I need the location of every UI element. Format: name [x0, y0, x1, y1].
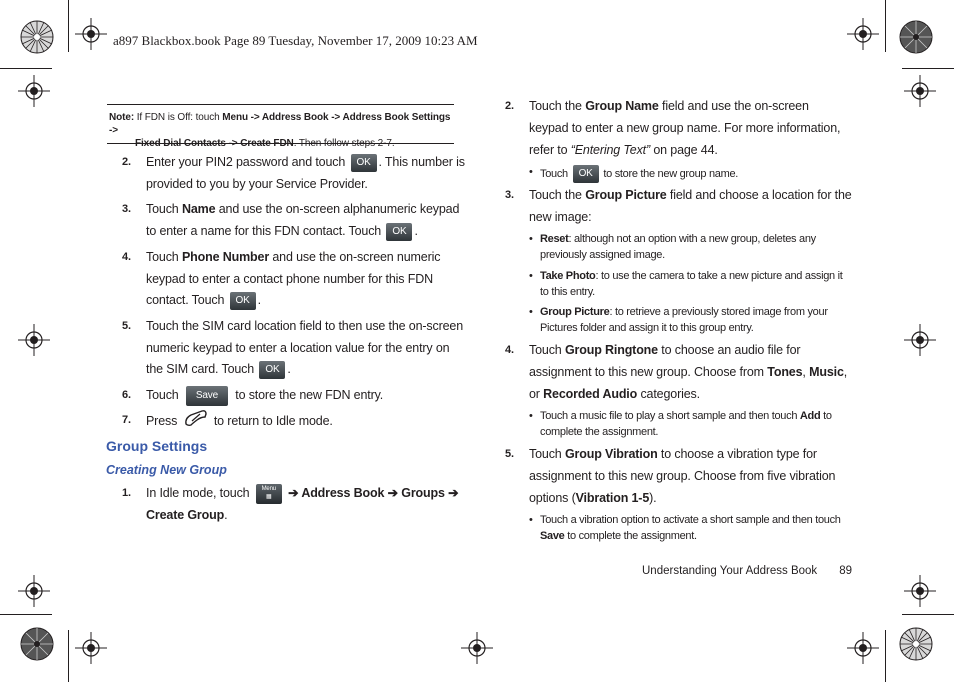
step-bold: Recorded Audio — [543, 387, 638, 401]
step-number: 1. — [122, 487, 131, 499]
note-line-2 — [109, 137, 452, 150]
note-menu-path-2: Fixed Dial Contacts -> Create FDN — [135, 138, 294, 149]
step-bold: Phone Number — [181, 250, 270, 264]
step-bold: Vibration 1-5 — [575, 491, 650, 505]
step-line — [146, 315, 463, 337]
ok-button-icon: OK — [573, 165, 599, 183]
left-step-3 — [122, 198, 462, 244]
arrow: ➔ — [284, 486, 302, 500]
menu-grid-icon: ▦ — [266, 493, 272, 500]
crosshair-mark-top-left — [75, 18, 107, 50]
step-text: . — [414, 224, 418, 238]
step-text: new image: — [529, 210, 592, 224]
step-text: keypad to enter a new group name. For more information, — [529, 121, 841, 135]
step-text: and use the on-screen alphanumeric keypad — [215, 202, 460, 216]
crosshair-mark-bottom-center — [461, 632, 493, 664]
step-line — [146, 384, 383, 406]
step-number: 2. — [122, 156, 131, 168]
step-text: and use the on-screen numeric — [269, 250, 441, 264]
step-bold: Group Name — [585, 99, 659, 113]
bullet-text-part: Touch a music file to play a short sample and then touch — [540, 410, 800, 422]
bullet-dot: • — [529, 270, 533, 282]
step-text: , — [843, 365, 848, 379]
bullet-dot: • — [529, 233, 533, 245]
step-text: ). — [649, 491, 657, 505]
crosshair-mark-top-right — [847, 18, 879, 50]
step-italic-link: “Entering Text” — [570, 143, 651, 157]
step-number: 6. — [122, 389, 131, 401]
step-line — [529, 487, 656, 509]
bullet-text-part: Pictures folder and assign it to this group entry. — [540, 321, 754, 334]
left-step-6 — [122, 384, 462, 408]
bullet-bold: Take Photo — [540, 270, 596, 282]
step-bold: Name — [181, 202, 216, 216]
step-text: . This number is — [378, 155, 465, 169]
bullet-text — [540, 513, 841, 544]
crosshair-mark-left-upper — [18, 75, 50, 107]
bullet-text — [540, 409, 832, 440]
step-text: keypad to enter a contact phone number for this FDN — [146, 272, 433, 286]
step-line — [146, 246, 440, 268]
step-line — [529, 339, 800, 361]
step-bold: Group Vibration — [564, 447, 658, 461]
step-text: provided to you by your Service Provider. — [146, 177, 368, 191]
step-text: field and choose a location for the — [666, 188, 852, 202]
right-step-5 — [505, 443, 850, 511]
step-text: Touch — [146, 250, 182, 264]
left-step-7 — [122, 409, 462, 433]
note-text: If FDN is Off: touch — [134, 112, 223, 123]
step-text: In Idle mode, touch — [146, 486, 253, 500]
step-text: assignment to this new group. Choose from — [529, 365, 768, 379]
bullet-dot: • — [529, 514, 533, 526]
step-text: or — [529, 387, 544, 401]
bullet-text — [540, 232, 816, 263]
step-text: the SIM card. Touch — [146, 362, 258, 376]
section-subtitle: Creating New Group — [106, 463, 227, 477]
step-bold: Group Ringtone — [564, 343, 658, 357]
arrow: ➔ — [384, 486, 402, 500]
step-line — [146, 289, 261, 311]
starburst-mark-bottom-left — [20, 627, 54, 661]
step-text: categories. — [637, 387, 700, 401]
step-text: Touch the SIM card location field to then use the on-screen — [146, 319, 464, 333]
crosshair-mark-left-lower — [18, 575, 50, 607]
trim-line-right-top-h — [902, 68, 954, 69]
left-step-5 — [122, 315, 462, 383]
bullet-text-part: to complete the assignment. — [564, 529, 697, 542]
note-text-end: . Then follow steps 2-7. — [293, 138, 395, 149]
bullet-text-part: : to retrieve a previously stored image from your — [609, 306, 828, 318]
crosshair-mark-right-upper — [904, 75, 936, 107]
step-text: on page 44. — [650, 143, 718, 157]
bullet-text-part: : to use the camera to take a new picture and assign it — [595, 270, 843, 282]
right-step-4 — [505, 339, 850, 407]
footer-section-name: Understanding Your Address Book — [642, 565, 818, 577]
step-text: numeric keypad to enter a location value for the entry on — [146, 341, 450, 355]
bullet-text-part: to store the new group name. — [600, 167, 739, 180]
bullet-text-part: previously assigned image. — [540, 248, 665, 261]
note-box — [107, 104, 454, 149]
step-line — [146, 504, 227, 526]
trim-line-top-left-v — [68, 0, 69, 52]
step-number: 3. — [122, 203, 131, 215]
step-line — [529, 184, 852, 206]
step-line — [146, 173, 368, 195]
page-footer — [642, 565, 852, 577]
step-line — [146, 482, 458, 504]
bullet-dot: • — [529, 306, 533, 318]
step-text: Touch — [146, 202, 182, 216]
step-text: Enter your PIN2 password and touch — [146, 155, 349, 169]
step-number: 5. — [122, 320, 131, 332]
note-menu-path: Menu -> Address Book -> Address Book Settings -> — [109, 112, 451, 136]
left-step-2 — [122, 151, 465, 197]
step-number: 3. — [505, 189, 514, 201]
step-text: to choose a vibration type for — [657, 447, 817, 461]
menu-button-icon — [256, 484, 282, 504]
save-button-icon: Save — [186, 386, 228, 406]
step-text: to store the new FDN entry. — [231, 388, 384, 402]
step-line — [529, 95, 809, 117]
ok-button-icon: OK — [386, 223, 412, 241]
step-number: 4. — [505, 344, 514, 356]
step-bold: Groups — [401, 486, 445, 500]
trim-line-left-bottom-h — [0, 614, 52, 615]
ok-button-icon: OK — [351, 154, 377, 172]
bullet-dot: • — [529, 410, 533, 422]
trim-line-left-top-h — [0, 68, 52, 69]
crosshair-mark-bottom-left — [75, 632, 107, 664]
trim-line-bottom-right-v — [885, 630, 886, 682]
ok-button-icon: OK — [259, 361, 285, 379]
step-text: Press — [146, 413, 181, 428]
page-number: 89 — [839, 565, 852, 577]
step-line — [529, 117, 840, 139]
starburst-mark-bottom-right — [899, 627, 933, 661]
step-bold: Tones — [767, 365, 803, 379]
step-text: to choose an audio file for — [657, 343, 801, 357]
step-text: contact. Touch — [146, 293, 228, 307]
step-line — [146, 151, 465, 173]
step-number: 4. — [122, 251, 131, 263]
bullet-text-part: to this entry. — [540, 285, 595, 298]
step-text: assignment to this new group. Choose from five vibration — [529, 469, 836, 483]
menu-icon-label: Menu — [261, 485, 276, 492]
bullet-text — [540, 305, 828, 336]
step-text: . — [257, 293, 261, 307]
starburst-mark-top-right — [899, 20, 933, 54]
step-line — [529, 443, 817, 465]
crosshair-mark-right-lower — [904, 575, 936, 607]
right-step-3 — [505, 184, 850, 230]
step-text: . — [224, 508, 228, 522]
step-line — [146, 409, 333, 434]
step-number: 7. — [122, 414, 131, 426]
step-line — [146, 220, 418, 242]
step-line — [529, 383, 700, 405]
step-text: . — [287, 362, 291, 376]
bullet-bold: Reset — [540, 233, 569, 245]
step-text: Touch — [529, 447, 565, 461]
step-line — [529, 139, 718, 161]
step-line — [146, 337, 449, 359]
bullet-text-part: : although not an option with a new group, deletes any — [568, 233, 816, 245]
step-number: 5. — [505, 448, 514, 460]
step-bold: Group Picture — [585, 188, 667, 202]
step-number: 2. — [505, 100, 514, 112]
step-line — [146, 198, 459, 220]
step-text: Touch the — [529, 188, 586, 202]
step-line — [529, 465, 835, 487]
note-line-1 — [109, 111, 452, 137]
section-title: Group Settings — [106, 438, 208, 454]
step-text: field and use the on-screen — [658, 99, 809, 113]
step-text: options ( — [529, 491, 576, 505]
end-key-icon — [183, 409, 209, 434]
step-bold: Address Book — [301, 486, 385, 500]
crosshair-mark-right-middle — [904, 324, 936, 356]
left-step-1-create-group — [122, 482, 462, 528]
bullet-dot: • — [529, 166, 533, 178]
step-text: refer to — [529, 143, 571, 157]
right-step-2 — [505, 95, 850, 163]
book-header: a897 Blackbox.book Page 89 Tuesday, November 17, 2009 10:23 AM — [113, 33, 478, 48]
step-text: Touch the — [529, 99, 586, 113]
ok-button-icon: OK — [230, 292, 256, 310]
bullet-text-part: to — [820, 410, 832, 422]
step-text: Touch — [146, 388, 182, 402]
step-bold: Create Group — [146, 508, 225, 522]
trim-line-top-right-v — [885, 0, 886, 52]
trim-line-right-bottom-h — [902, 614, 954, 615]
step-text: Touch — [529, 343, 565, 357]
step-text: , — [802, 365, 810, 379]
step-bold: Music — [809, 365, 844, 379]
step-line — [529, 206, 591, 228]
crosshair-mark-bottom-right — [847, 632, 879, 664]
bullet-bold: Group Picture — [540, 306, 610, 318]
step-text: to return to Idle mode. — [210, 413, 333, 428]
bullet-text-part: complete the assignment. — [540, 425, 659, 438]
step-text: to enter a name for this FDN contact. Touch — [146, 224, 385, 238]
bullet-text — [540, 165, 738, 183]
step-line — [529, 361, 847, 383]
bullet-text-part: Touch — [540, 167, 571, 180]
step-line — [146, 268, 433, 290]
bullet-bold: Add — [799, 410, 821, 422]
starburst-mark-top-left — [20, 20, 54, 54]
bullet-text — [540, 269, 843, 300]
step-line — [146, 358, 291, 380]
bullet-bold: Save — [540, 529, 565, 542]
arrow: ➔ — [444, 486, 459, 500]
crosshair-mark-left-middle — [18, 324, 50, 356]
note-label: Note: — [109, 112, 135, 123]
left-step-4 — [122, 246, 462, 314]
bullet-text-part: Touch a vibration option to activate a short sample and then touch — [540, 514, 841, 526]
trim-line-bottom-left-v — [68, 630, 69, 682]
